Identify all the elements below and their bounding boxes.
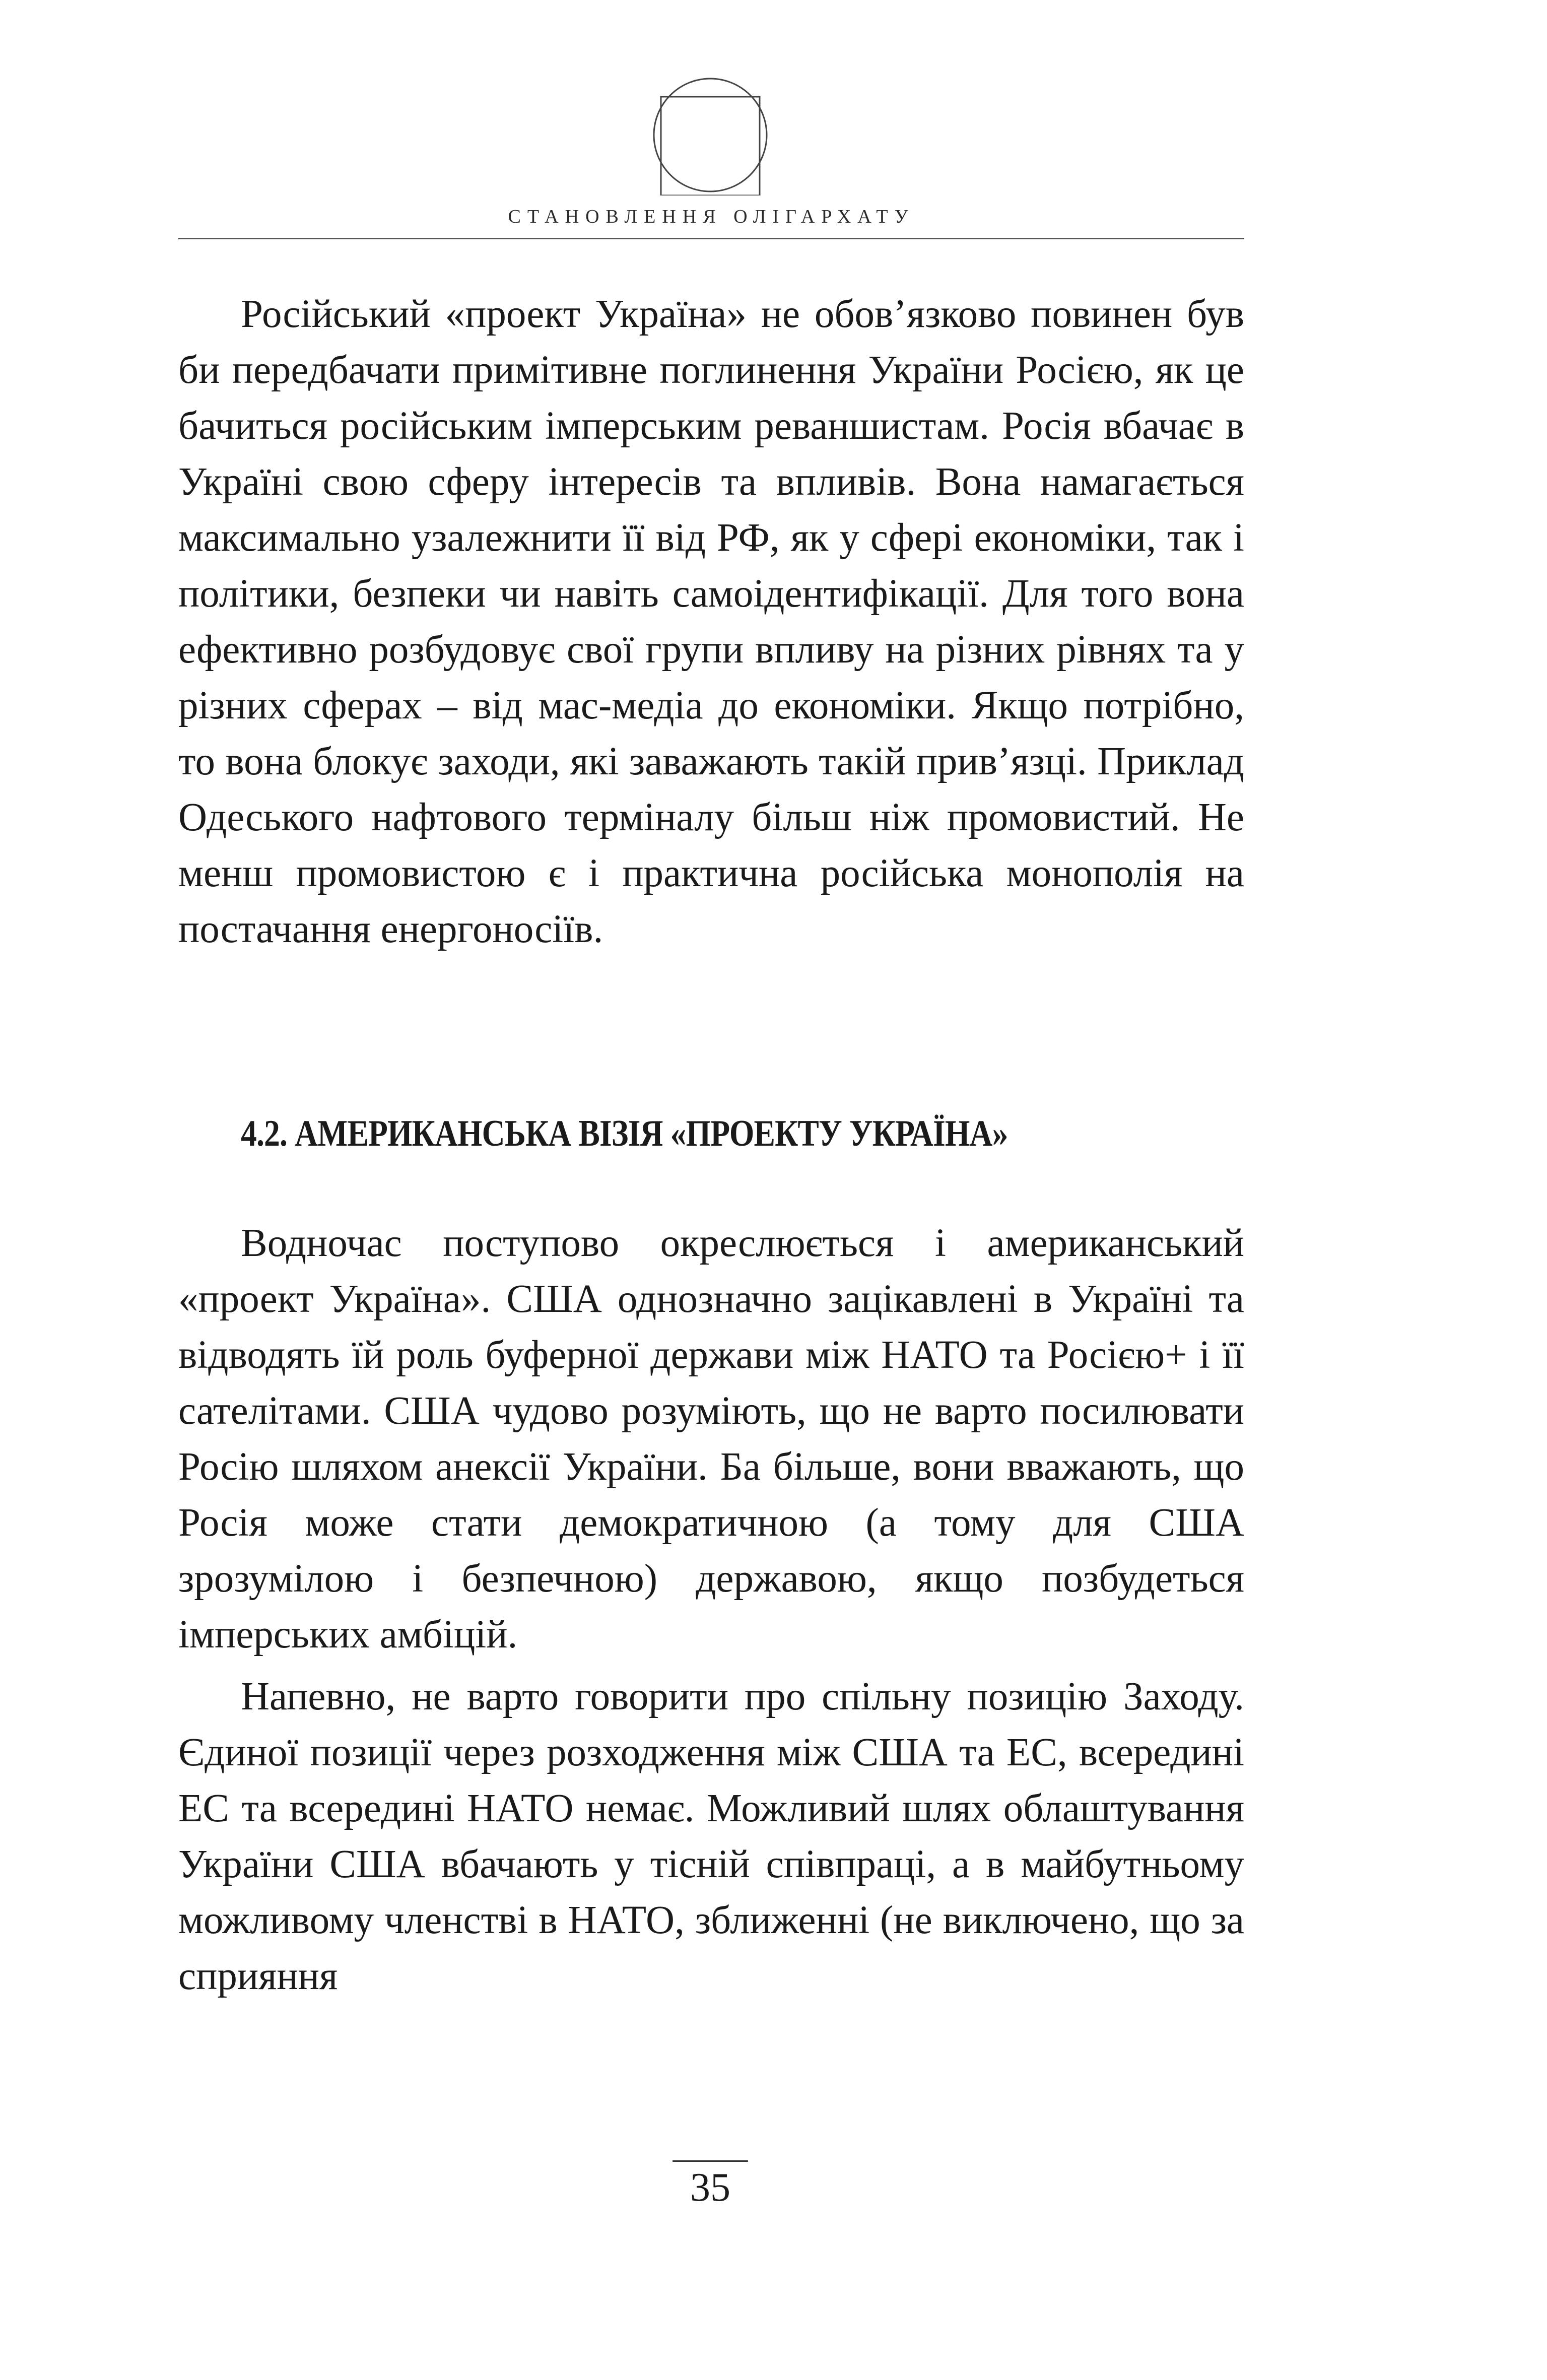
header-divider [178, 238, 1244, 239]
body-text-bottom [178, 1215, 1244, 2004]
paragraph: Російський «проект Україна» не обов’язково повинен був би передбачати примітивне поглинення України Росією, як це бачиться російським імперським реваншистам. Росія вбачає в Україні свою сферу інтересів та впливів. Вона намагається максимально узалежнити її від РФ, як у сфері економіки, так і політики, безпеки чи навіть самоідентифікації. Для того вона ефективно розбудовує свої групи впливу на різних рівнях та у різних сферах – від мас-медіа до економіки. Якщо потрібно, то вона блокує заходи, які заважають такій прив’язці. Приклад Одеського нафтового терміналу більш ніж промовистий. Не менш промовистою є і практична російська монополія на постачання енергоносіїв. [178, 292, 1244, 951]
body-text-top [178, 286, 1244, 957]
running-header-title: СТАНОВЛЕННЯ ОЛІГАРХАТУ [508, 206, 915, 227]
circle-square-logo-icon [650, 75, 771, 195]
paragraph: Водночас поступово окреслюється і американський «проект Україна». США однозначно зацікавлені в Україні та відводять їй роль буферної держави між НАТО та Росією+ і її сателітами. США чудово розуміють, що не варто посилювати Росію шляхом анексії України. Ба більше, вони вважають, що Росія може стати демократичною (а тому для США зрозумілою і безпечною) державою, якщо позбудеться імперських амбіцій. [178, 1221, 1244, 1657]
section-heading: 4.2. АМЕРИКАНСЬКА ВІЗІЯ «ПРОЕКТУ УКРАЇНА» [241, 1113, 1008, 1154]
page-number: 35 [672, 2160, 748, 2210]
paragraph: Напевно, не варто говорити про спільну позицію Заходу. Єдиної позиції через розходження між США та ЕС, всередині ЕС та всередині НАТО немає. Можливий шлях облаштування України США вбачають у тісній співпраці, а в майбутньому можливому членстві в НАТО, зближенні (не виключено, що за сприяння [178, 1675, 1244, 1998]
